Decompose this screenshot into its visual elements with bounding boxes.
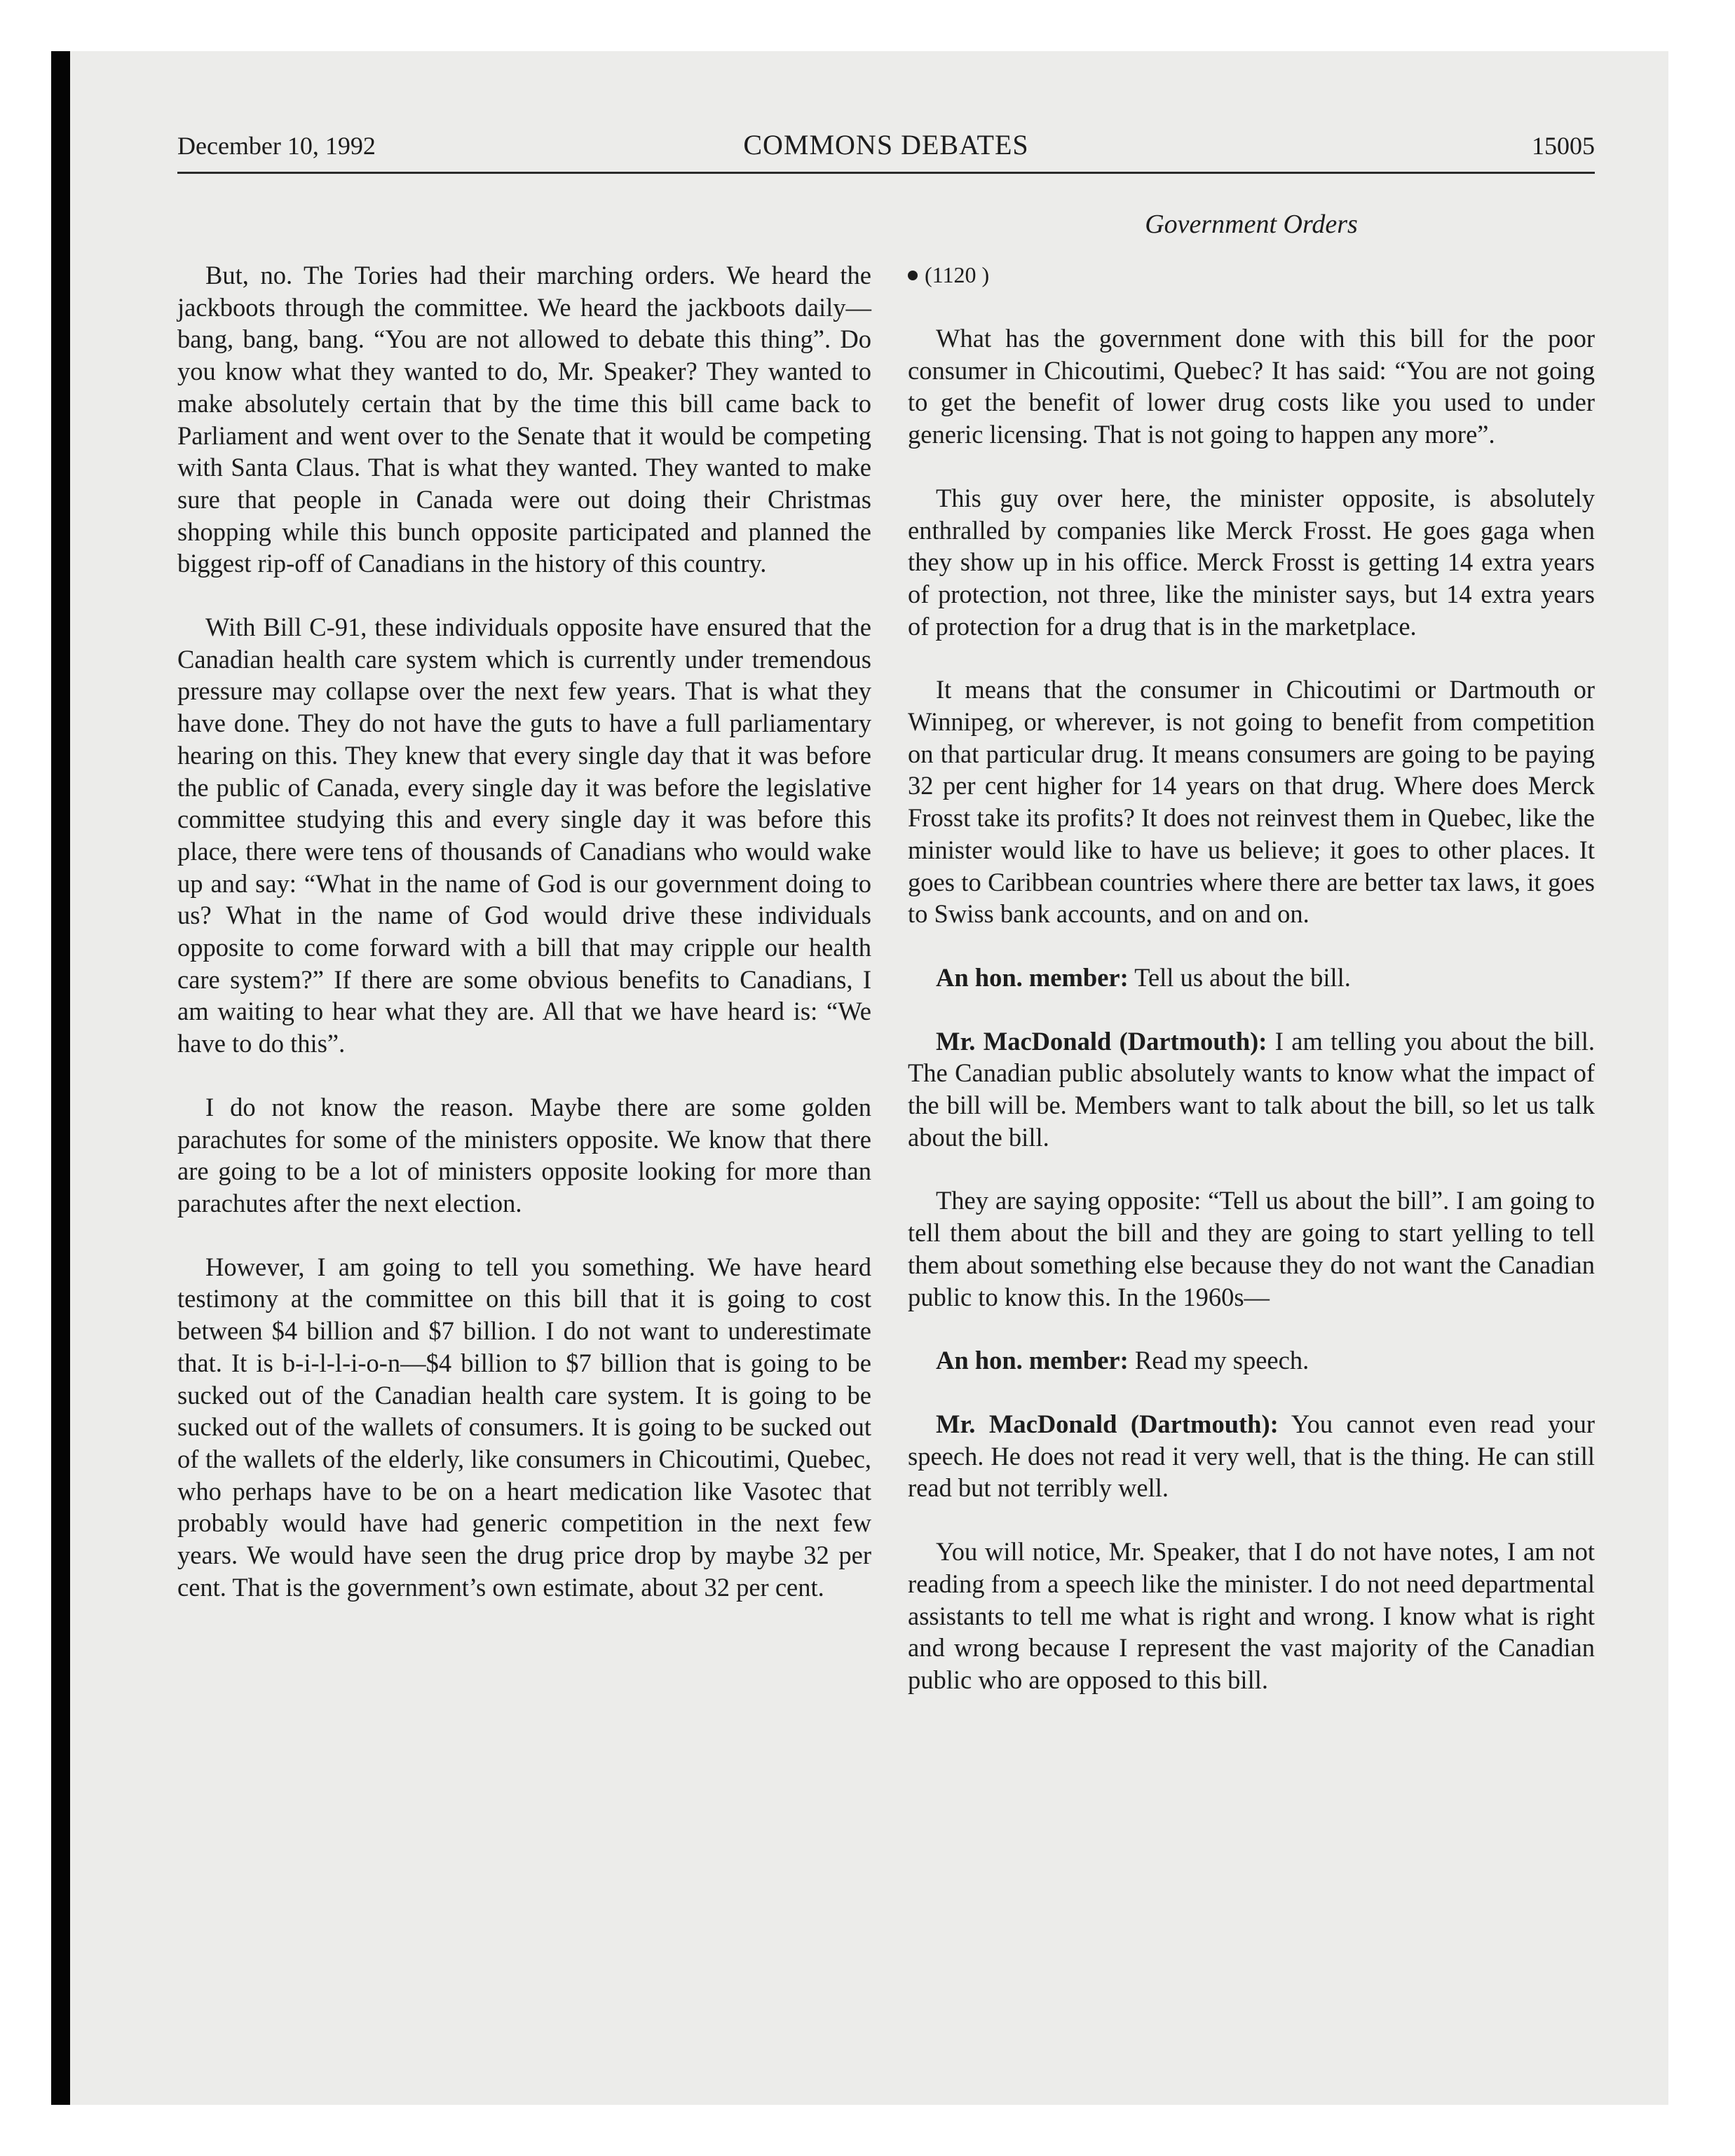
header-date: December 10, 1992 (177, 132, 376, 160)
left-column (177, 259, 871, 1635)
header-rule (177, 172, 1595, 174)
speaker-exchange (908, 1344, 1595, 1377)
speaker-name: Mr. MacDonald (Dartmouth): (936, 1409, 1279, 1438)
paragraph: I do not know the reason. Maybe there are some golden parachutes for some of the ministers opposite. We know that there are going to be a lot of ministers opposite looking for more than parachutes after the next election. (177, 1092, 871, 1217)
header-page-number: 15005 (1532, 132, 1595, 160)
page-header (177, 128, 1595, 170)
speech-text: Tell us about the bill. (1128, 962, 1351, 992)
speech-text: Read my speech. (1128, 1346, 1309, 1375)
speaker-exchange (908, 1025, 1595, 1154)
bullet-icon (908, 271, 918, 280)
paragraph: With Bill C-91, these individuals opposite have ensured that the Canadian health care system which is currently under tremendous pressure may collapse over the next few years. That is what they have done. They do not have the guts to have a full parliamentary hearing on this. They knew that every single day that it was before the public of Canada, every single day it was before the legislative committee studying this and every single day it was before this place, there were tens of thousands of Canadians who would wake up and say: “What in the name of God is our government doing to us? What in the name of God would drive these individuals opposite to come forward with a bill that may cripple our health care system?” If there are some obvious benefits to Canadians, I am waiting to hear what they are. All that we have heard is: “We have to do this”. (177, 613, 871, 1058)
paragraph: But, no. The Tories had their marching orders. We heard the jackboots through the committee. We heard the jackboots daily—bang, bang, bang. “You are not allowed to debate this thing”. Do you know what they wanted to do, Mr. Speaker? They wanted to make absolutely certain that by the time this bill came back to Parliament and went over to the Senate that it would be competing with Santa Claus. That is what they wanted. They wanted to make sure that people in Canada were out doing their Christmas shopping while this bunch opposite participated and planned the biggest rip-off of Canadians in the history of this country. (177, 261, 871, 578)
speaker-exchange (908, 1408, 1595, 1504)
speaker-name: An hon. member: (936, 962, 1129, 992)
speaker-name: Mr. MacDonald (Dartmouth): (936, 1026, 1267, 1056)
paragraph: You will notice, Mr. Speaker, that I do not have notes, I am not reading from a speech like the minister. I do not need departmental assistants to tell me what is right and wrong. I know what is right and wrong because I represent the vast majority of the Canadian public who are opposed to this bill. (908, 1537, 1595, 1694)
paragraph: It means that the consumer in Chicoutimi or Dartmouth or Winnipeg, or wherever, is not going to benefit from competition on that particular drug. It means consumers are going to be paying 32 per cent higher for 14 years on that drug. Where does Merck Frosst take its profits? It does not reinvest them in Quebec, like the minister would like to have us believe; it goes to other places. It goes to Caribbean countries where there are better tax laws, it goes to Swiss bank accounts, and on and on. (908, 675, 1595, 929)
section-title: Government Orders (1145, 210, 1358, 239)
speaker-name: An hon. member: (936, 1346, 1129, 1375)
paragraph: However, I am going to tell you something. We have heard testimony at the committee on this bill that it is going to cost between $4 billion and $7 billion. I do not want to underestimate that. It is b-i-l-l-i-o-n—$4 billion to $7 billion that is going to be sucked out of the Canadian health care system. It is going to be sucked out of the wallets of consumers. It is going to be sucked out of the wallets of the elderly, like consumers in Chicoutimi, Quebec, who perhaps have to be on a heart medication like Vasotec that probably would have had generic competition in the next few years. We would have seen the drug price drop by maybe 32 per cent. That is the government’s own estimate, about 32 per cent. (177, 1252, 871, 1602)
header-title: COMMONS DEBATES (743, 129, 1029, 161)
scan-border (51, 51, 70, 2105)
speech-text: You cannot even read your speech. He does not read it very well, that is the thing. He can still read but not terribly well. (908, 1409, 1595, 1503)
speech-text: I am telling you about the bill. The Canadian public absolutely wants to know what the impact of the bill will be. Members want to talk about the bill, so let us talk about the bill. (908, 1026, 1595, 1152)
time-marker-text: (1120 ) (925, 262, 990, 287)
time-marker (908, 259, 1595, 291)
paragraph: This guy over here, the minister opposite, is absolutely enthralled by companies like Merck Frosst. He goes gaga when they show up in his office. Merck Frosst is getting 14 extra years of protection, not three, like the minister says, but 14 extra years of protection for a drug that is in the marketplace. (908, 483, 1595, 641)
paragraph: What has the government done with this bill for the poor consumer in Chicoutimi, Quebec? It has said: “You are not going to get the benefit of lower drug costs like you used to under generic licensing. That is not going to happen any more”. (908, 324, 1595, 449)
speaker-exchange (908, 962, 1595, 994)
paragraph: They are saying opposite: “Tell us about the bill”. I am going to tell them about the bill and they are going to start yelling to tell them about something else because they do not want the Canadian public to know this. In the 1960s— (908, 1186, 1595, 1311)
right-column (908, 259, 1595, 1728)
